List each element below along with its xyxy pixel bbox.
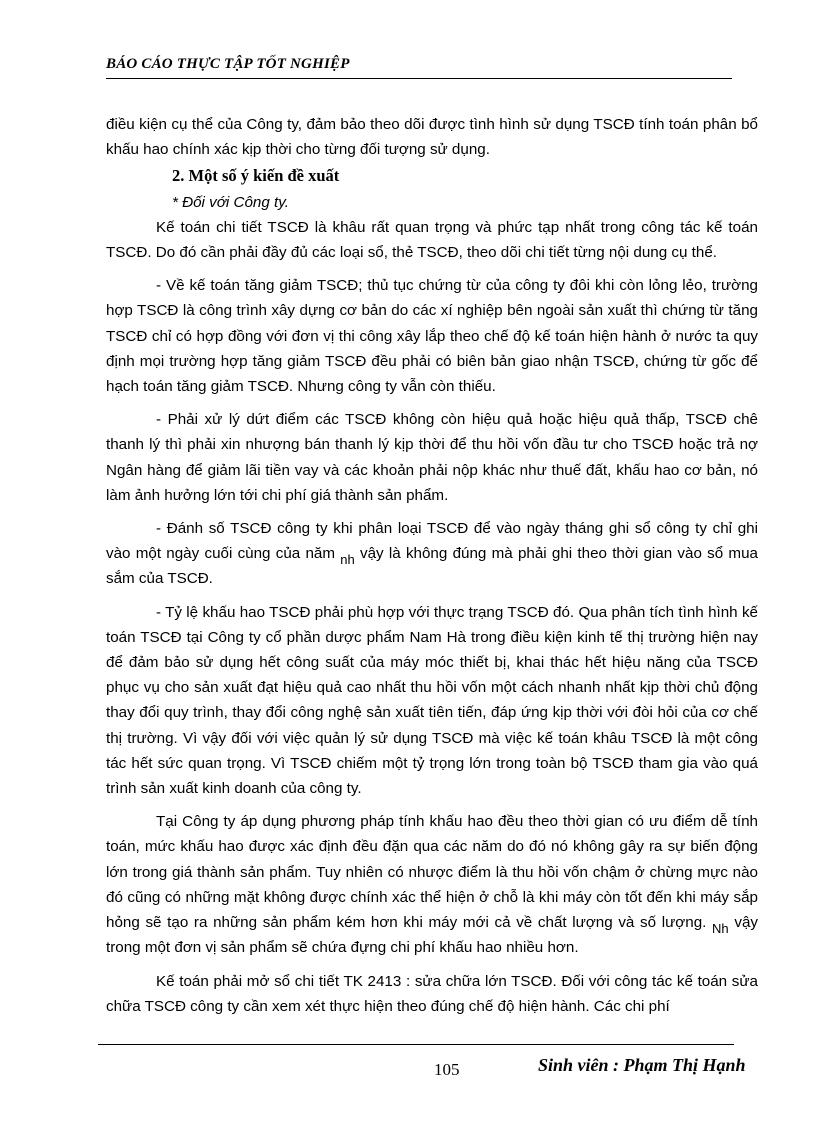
page-number: 105 [434, 1060, 460, 1079]
depreciation-method-text-a: Tại Công ty áp dụng phương pháp tính khấu hao đều theo thời gian có ưu điểm dễ tính toán, mức khấu hao được xác định đều đặn qua các năm do đó nó không gây ra sự biến động lớn trong giá thành sản phẩm. Tuy nhiên có nhược điểm là thu hồi vốn chậm ở chừng mực nào đó cũng có những mặt không được chính xác thể hiện ở chỗ là khi máy còn tốt đến khi máy sắp hỏng sẽ tạo ra những sản phẩm kém hơn khi máy mới cả về chất lượng và số lượng. [106, 813, 758, 932]
asset-numbering-text-b: vậy là không đúng mà phải ghi theo thời gian vào sổ mua sắm của TSCĐ. [106, 545, 758, 588]
paragraph-intro: điều kiện cụ thể của Công ty, đảm bảo theo dõi được tình hình sử dụng TSCĐ tính toán phân bổ khấu hao chính xác kịp thời cho từng đối tượng sử dụng. [106, 116, 758, 159]
footer-divider [98, 1044, 734, 1045]
document-body [106, 112, 758, 1019]
student-name: Sinh viên : Phạm Thị Hạnh [538, 1055, 746, 1075]
asset-numbering-text-a: - Đánh số TSCĐ công ty khi phân loại TSCĐ để vào ngày tháng ghi sổ công ty chỉ ghi vào một ngày cuối cùng của năm [106, 520, 758, 563]
asset-numbering-fragment: nh [340, 552, 355, 568]
header-divider [106, 78, 732, 79]
paragraph-repair-ledger: Kế toán phải mở sổ chi tiết TK 2413 : sửa chữa lớn TSCĐ. Đối với công tác kế toán sửa chữa TSCĐ công ty cần xem xét thực hiện theo đúng chế độ hiện hành. Các chi phí [106, 972, 758, 1015]
paragraph-asset-changes: - Về kế toán tăng giảm TSCĐ; thủ tục chứng từ của công ty đôi khi còn lỏng lẻo, trường hợp TSCĐ là công trình xây dựng cơ bản do các xí nghiệp bên ngoài sản xuất thì chứng từ tăng TSCĐ chỉ có hợp đồng với đơn vị thi công xây lắp theo chế độ kế toán hiện hành ở nước ta quy định mọi trường hợp tăng giảm TSCĐ đều phải có biên bản giao nhận TSCĐ, chứng từ gốc để hạch toán tăng giảm TSCĐ. Nhưng công ty vẫn còn thiếu. [106, 277, 758, 396]
depreciation-method-fragment: Nh [712, 921, 729, 937]
report-header-title: BÁO CÁO THỰC TẬP TỐT NGHIỆP [106, 56, 350, 72]
section-heading: 2. Một số ý kiến đề xuất [172, 166, 340, 186]
section-subheading: * Đối với Công ty. [172, 193, 289, 211]
paragraph-asset-numbering [106, 516, 758, 592]
depreciation-method-text-b: vậy trong một đơn vị sản phẩm sẽ chứa đựng chi phí khấu hao nhiều hơn. [106, 914, 758, 957]
paragraph-asset-disposal: - Phải xử lý dứt điểm các TSCĐ không còn hiệu quả hoặc hiệu quả thấp, TSCĐ chê thanh lý thì phải xin nhượng bán thanh lý kịp thời để thu hồi vốn đầu tư cho TSCĐ hoặc trả nợ Ngân hàng để giảm lãi tiền vay và các khoản phải nộp khác như thuế đất, khấu hao cơ bản, nó làm ảnh hưởng lớn tới chi phí giá thành sản phẩm. [106, 411, 758, 504]
paragraph-depreciation-method [106, 809, 758, 960]
paragraph-detail-accounting: Kế toán chi tiết TSCĐ là khâu rất quan trọng và phức tạp nhất trong công tác kế toán TSCĐ. Do đó cần phải đầy đủ các loại sổ, thẻ TSCĐ, theo dõi chi tiết từng nội dung cụ thể. [106, 218, 758, 262]
paragraph-depreciation-rate: - Tỷ lệ khấu hao TSCĐ phải phù hợp với thực trạng TSCĐ đó. Qua phân tích tình hình kế toán TSCĐ tại Công ty cổ phần dược phẩm Nam Hà trong điều kiện kinh tế thị trường hiện nay để đảm bảo sử dụng hết công suất của máy móc thiết bị, khai thác hết hiệu năng của TSCĐ phục vụ cho sản xuất đạt hiệu quả cao nhất thu hồi vốn một cách nhanh nhất kịp thời chủ động thay đổi quy trình, thay đổi công nghệ sản xuất tiên tiến, đáp ứng kịp thời với đòi hỏi của cơ chế thị trường. Vì vậy đối với việc quản lý sử dụng TSCĐ mà việc kế toán khâu TSCĐ là một công tác hết sức quan trọng. Vì TSCĐ chiếm một tỷ trọng lớn trong toàn bộ TSCĐ tham gia vào quá trình sản xuất kinh doanh của công ty. [106, 603, 758, 798]
